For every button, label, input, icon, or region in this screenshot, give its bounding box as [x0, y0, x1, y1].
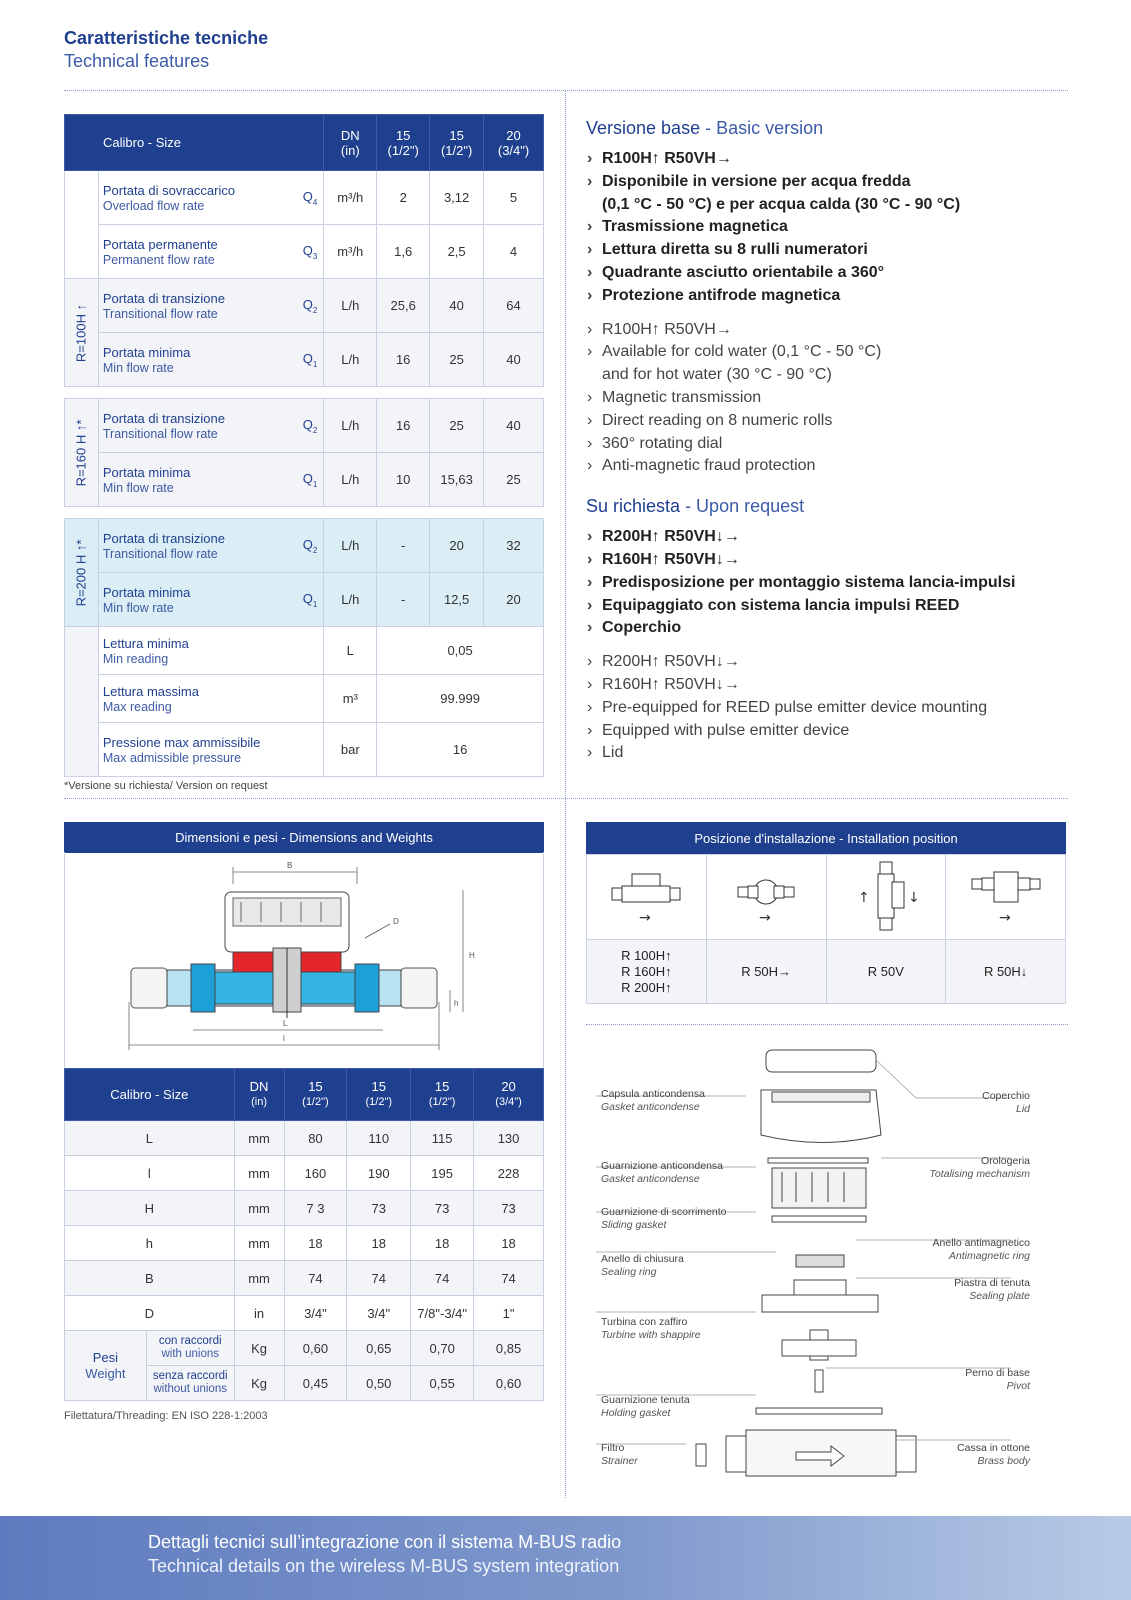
list-item: › Trasmissione magnetica: [586, 216, 1086, 239]
installation-title: Posizione d'installazione - Installation position: [586, 822, 1066, 854]
list-item: › Magnetic transmission: [586, 387, 1086, 410]
table-row: H mm 7 3 73 73 73: [65, 1191, 544, 1226]
list-item: › R200H↑ R50VH↓→: [586, 651, 1086, 674]
table-row: L mm 80 110 115 130: [65, 1121, 544, 1156]
top-divider: [64, 90, 1068, 91]
right-divider: [586, 1024, 1068, 1025]
list-item: › R100H↑ R50VH→: [586, 319, 1086, 342]
header-col3: 20 (3/4"): [484, 115, 544, 171]
position-label: R 100H↑ R 160H↑ R 200H↑: [587, 940, 707, 1004]
list-item: › 360° rotating dial: [586, 433, 1086, 456]
table-row: R=100H ↑ Portata di transizione Transitional flow rate $Q_2$ L/h 25,6 40 64: [65, 279, 544, 333]
list-item: › Direct reading on 8 numeric rolls: [586, 410, 1086, 433]
svg-text:→: →: [639, 909, 652, 926]
list-item: and for hot water (30 °C - 90 °C): [602, 366, 832, 384]
table-row: B mm 74 74 74 74: [65, 1261, 544, 1296]
label-cassa: Cassa in ottone Brass body: [957, 1442, 1030, 1467]
table-row: Portata minima Min flow rate $Q_1$ L/h 16 25 40: [65, 333, 544, 387]
position-icon-vertical: [826, 855, 946, 940]
features-panel: [586, 118, 1086, 765]
position-icon-horizontal-down: [946, 855, 1066, 940]
group-r200h: R=200 H ↑*: [65, 519, 99, 627]
table-row: Lettura minima Min reading L 0,05: [65, 627, 544, 675]
basic-version-title: Versione base - Basic version: [586, 118, 824, 138]
dim-label-h: h: [454, 999, 459, 1008]
table-row: Pressione max ammissibile Max admissible pressure bar 16: [65, 723, 544, 777]
position-label: R 50V: [826, 940, 946, 1004]
table-row: Portata minima Min flow rate $Q_1$ L/h 10 15,63 25: [65, 453, 544, 507]
svg-text:↓: ↓: [907, 889, 920, 906]
table-row: R=160 H ↑* Portata di transizione Transitional flow rate $Q_2$ L/h 16 25 40: [65, 399, 544, 453]
group-r160h: R=160 H ↑*: [65, 399, 99, 507]
dim-label-b: B: [287, 861, 293, 870]
table-row: D in 3/4" 3/4" 7/8"-3/4" 1": [65, 1296, 544, 1331]
dim-label-l: l: [283, 1034, 285, 1043]
list-item: › Equipaggiato con sistema lancia impulsi REED: [586, 595, 1086, 618]
footnote: *Versione su richiesta/ Version on request: [64, 780, 268, 792]
footer-title: Dettagli tecnici sull’integrazione con il sistema M-BUS radio: [148, 1532, 622, 1552]
list-item: › R100H↑ R50VH→: [586, 148, 1086, 171]
label-turbina: Turbina con zaffiro Turbine with shappire: [601, 1316, 701, 1341]
table-row: senza raccordi without unions Kg 0,45 0,50 0,55 0,60: [65, 1366, 544, 1401]
position-label: R 50H→: [706, 940, 826, 1004]
list-item: (0,1 °C - 50 °C) e per acqua calda (30 °C - 90 °C): [602, 195, 961, 213]
position-icon-horizontal: [587, 855, 707, 940]
list-item: › Predisposizione per montaggio sistema lancia-impulsi: [586, 572, 1086, 595]
label-guarnizione-scorrimento: Guarnizione di scorrimento Sliding gasket: [601, 1206, 727, 1231]
header-col2: 15 (1/2"): [430, 115, 484, 171]
meter-section-drawing: [64, 852, 544, 1068]
list-item: › R200H↑ R50VH↓→: [586, 526, 1086, 549]
request-list-en: [586, 651, 1086, 765]
label-orologeria: Orologeria Totalising mechanism: [929, 1155, 1030, 1180]
position-label: R 50H↓: [946, 940, 1066, 1004]
list-item: › R160H↑ R50VH↓→: [586, 549, 1086, 572]
list-item: › Lettura diretta su 8 rulli numeratori: [586, 239, 1086, 262]
label-guarnizione-tenuta: Guarnizione tenuta Holding gasket: [601, 1394, 690, 1419]
label-guarnizione-anticondensa: Guarnizione anticondensa Gasket anticondense: [601, 1160, 724, 1185]
svg-text:→: →: [759, 909, 771, 926]
mid-divider: [64, 798, 1068, 799]
table-row: Portata minima Min flow rate $Q_1$ L/h - 12,5 20: [65, 573, 544, 627]
group-r100h: R=100H ↑: [65, 279, 99, 387]
center-divider: [565, 90, 566, 1498]
header-col1: 15 (1/2"): [377, 115, 430, 171]
page-title: Caratteristiche tecniche: [64, 28, 269, 48]
label-anello-antimagnetico: Anello antimagnetico Antimagnetic ring: [932, 1237, 1030, 1262]
label-capsula: Capsula anticondensa Gasket anticondense: [601, 1088, 705, 1113]
dim-label-L: L: [283, 1019, 288, 1028]
list-item: › Protezione antifrode magnetica: [586, 285, 1086, 308]
label-piastra-tenuta: Piastra di tenuta Sealing plate: [954, 1277, 1030, 1302]
page-header: [64, 28, 268, 72]
list-item: › Anti-magnetic fraud protection: [586, 455, 1086, 478]
list-item: › Equipped with pulse emitter device: [586, 720, 1086, 743]
list-item: › Disponibile in versione per acqua fredda: [586, 171, 1086, 194]
list-item: › Quadrante asciutto orientabile a 360°: [586, 262, 1086, 285]
footer-subtitle: Technical details on the wireless M-BUS system integration: [148, 1556, 620, 1576]
list-item: › Pre-equipped for REED pulse emitter device mounting: [586, 697, 1086, 720]
table-row: Pesi Weight con raccordi with unions Kg 0,60 0,65 0,70 0,85: [65, 1331, 544, 1366]
svg-text:↑: ↑: [857, 889, 870, 906]
dimensions-table: [64, 1068, 544, 1401]
dim-label-d: D: [393, 917, 399, 926]
threading-note: Filettatura/Threading: EN ISO 228-1:2003: [64, 1410, 268, 1422]
meter-cross-section: [65, 852, 543, 1068]
dims-header: Calibro - Size DN (in) 15 (1/2") 15 (1/2") 15 (1/2") 20 (3/4"): [65, 1069, 544, 1121]
table-row: l mm 160 190 195 228: [65, 1156, 544, 1191]
position-icon-dial-front: [706, 855, 826, 940]
page-subtitle: Technical features: [64, 51, 210, 71]
weights-label: Pesi Weight: [65, 1331, 147, 1401]
svg-text:→: →: [998, 909, 1011, 926]
header-dn: DN (in): [324, 115, 377, 171]
request-list-it: [586, 526, 1086, 640]
dim-label-H: H: [469, 951, 475, 960]
footer-banner: [0, 1516, 1131, 1600]
table-row: Lettura massima Max reading m³ 99.999: [65, 675, 544, 723]
label-anello-chiusura: Anello di chiusura Sealing ring: [601, 1253, 684, 1278]
table-row: R=200 H ↑* Portata di transizione Transitional flow rate $Q_2$ L/h - 20 32: [65, 519, 544, 573]
label-coperchio: Coperchio Lid: [982, 1090, 1030, 1115]
list-item: › Available for cold water (0,1 °C - 50 °C): [586, 341, 1086, 364]
list-item: › R160H↑ R50VH↓→: [586, 674, 1086, 697]
label-perno: Perno di base Pivot: [965, 1367, 1030, 1392]
label-filtro: Filtro Strainer: [601, 1442, 638, 1467]
basic-list-en: [586, 319, 1086, 479]
list-item: › Coperchio: [586, 617, 1086, 640]
basic-list-it: [586, 148, 1086, 308]
list-item: › Lid: [586, 742, 1086, 765]
table-row: h mm 18 18 18 18: [65, 1226, 544, 1261]
installation-table: [586, 854, 1066, 1004]
dimensions-title: Dimensioni e pesi - Dimensions and Weights: [64, 822, 544, 853]
table-row: Portata di sovraccarico Overload flow rate $Q_4$ m³/h 2 3,12 5: [65, 171, 544, 225]
table-row: Portata permanente Permanent flow rate $Q_3$ m³/h 1,6 2,5 4: [65, 225, 544, 279]
table-header: [65, 115, 544, 171]
upon-request-title: Su richiesta - Upon request: [586, 496, 805, 517]
technical-table: [64, 114, 544, 777]
header-calibro: Calibro - Size: [65, 115, 324, 171]
